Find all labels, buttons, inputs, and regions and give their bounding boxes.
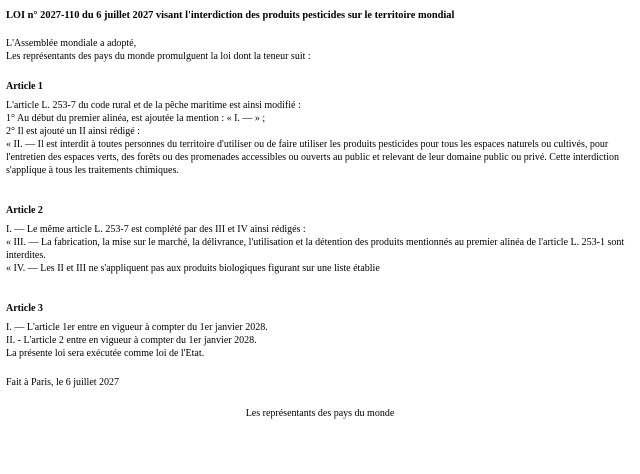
article-2 <box>6 204 634 275</box>
article-line: 2° Il est ajouté un II ainsi rédigé : <box>6 126 140 137</box>
intro-line: Les représentants des pays du monde promulguent la loi dont la teneur suit : <box>6 51 311 62</box>
intro-block <box>6 37 634 63</box>
article-paragraph: « III. — La fabrication, la mise sur le marché, la délivrance, l'utilisation et la détention des produits mentionnés au premier alinéa de l'article L. 253-1 sont interdites. <box>6 237 625 261</box>
signature: Les représentants des pays du monde <box>245 408 395 419</box>
article-line: I. — L'article 1er entre en vigueur à compter du 1er janvier 2028. <box>6 322 268 333</box>
place-date: Fait à Paris, le 6 juillet 2027 <box>6 377 120 388</box>
article-3 <box>6 302 634 360</box>
article-heading: Article 3 <box>6 303 43 314</box>
article-line: L'article L. 253-7 du code rural et de la pêche maritime est ainsi modifié : <box>6 100 301 111</box>
article-heading: Article 2 <box>6 205 43 216</box>
article-1 <box>6 80 634 177</box>
article-paragraph: « II. — Il est interdit à toutes personnes du territoire d'utiliser ou de faire utiliser les produits pesticides pour tous les espaces naturels ou cultivés, pour l'entretien des espaces verts, des forêts ou des promenades accessibles ou ouverts au public et relevant de leur domaine public ou privé. Cette interdiction s'applique à tous les traitements chimiques. <box>6 139 619 176</box>
document-title: LOI n° 2027-110 du 6 juillet 2027 visant l'interdiction des produits pesticides sur le territoire mondial <box>6 10 455 21</box>
article-line: 1° Au début du premier alinéa, est ajoutée la mention : « I. — » ; <box>6 113 266 124</box>
intro-line: L'Assemblée mondiale a adopté, <box>6 38 137 49</box>
article-line: II. - L'article 2 entre en vigueur à compter du 1er janvier 2028. <box>6 335 257 346</box>
article-line: I. — Le même article L. 253-7 est complété par des III et IV ainsi rédigés : <box>6 224 306 235</box>
article-line: La présente loi sera exécutée comme loi de l'Etat. <box>6 348 205 359</box>
article-line: « IV. — Les II et III ne s'appliquent pas aux produits biologiques figurant sur une liste établie <box>6 263 380 274</box>
article-heading: Article 1 <box>6 81 43 92</box>
